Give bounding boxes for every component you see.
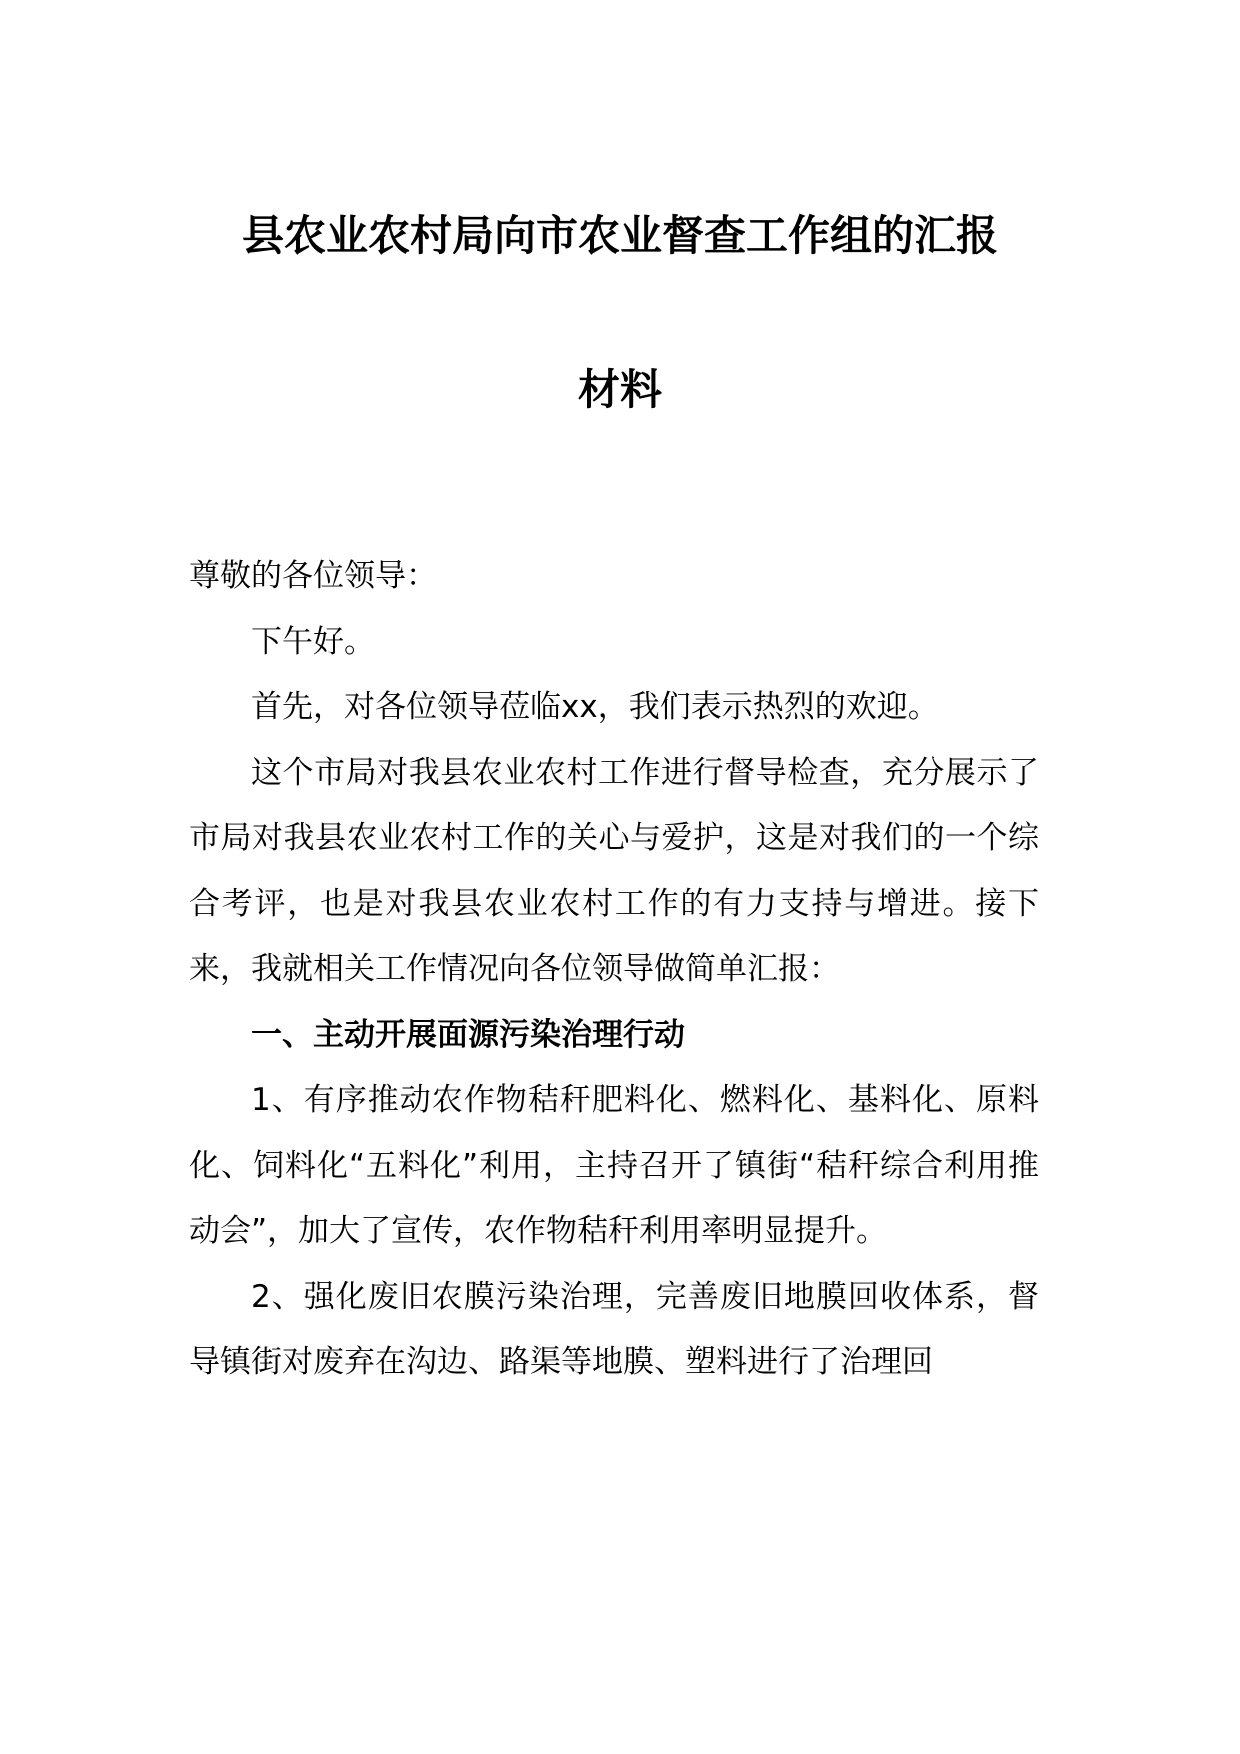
welcome-paragraph: 首先，对各位领导莅临xx，我们表示热烈的欢迎。 bbox=[251, 689, 939, 725]
greeting-paragraph: 下午好。 bbox=[251, 623, 375, 660]
document-body bbox=[189, 544, 1039, 1396]
intro-paragraph: 这个市局对我县农业农村工作进行督导检查，充分展示了市局对我县农业农村工作的关心与爱护，这是对我们的一个综合考评，也是对我县农业农村工作的有力支持与增进。接下来，我就相关工作情况向各位领导做简单汇报： bbox=[189, 754, 1039, 987]
section-item-2: 2、强化废旧农膜污染治理，完善废旧地膜回收体系，督导镇街对废弃在沟边、路渠等地膜、塑料进行了治理回 bbox=[189, 1278, 1039, 1380]
document-title-line-1: 县农业农村局向市农业督查工作组的汇报 bbox=[241, 211, 998, 260]
document-title-line-2: 材料 bbox=[577, 365, 662, 414]
salutation: 尊敬的各位领导： bbox=[189, 558, 437, 594]
section-item-1: 1、有序推动农作物秸秆肥料化、燃料化、基料化、原料化、饲料化“五料化”利用，主持召开了镇街“秸秆综合利用推动会”，加大了宣传，农作物秸秆利用率明显提升。 bbox=[189, 1082, 1039, 1249]
section-heading: 一、主动开展面源污染治理行动 bbox=[251, 1016, 685, 1053]
